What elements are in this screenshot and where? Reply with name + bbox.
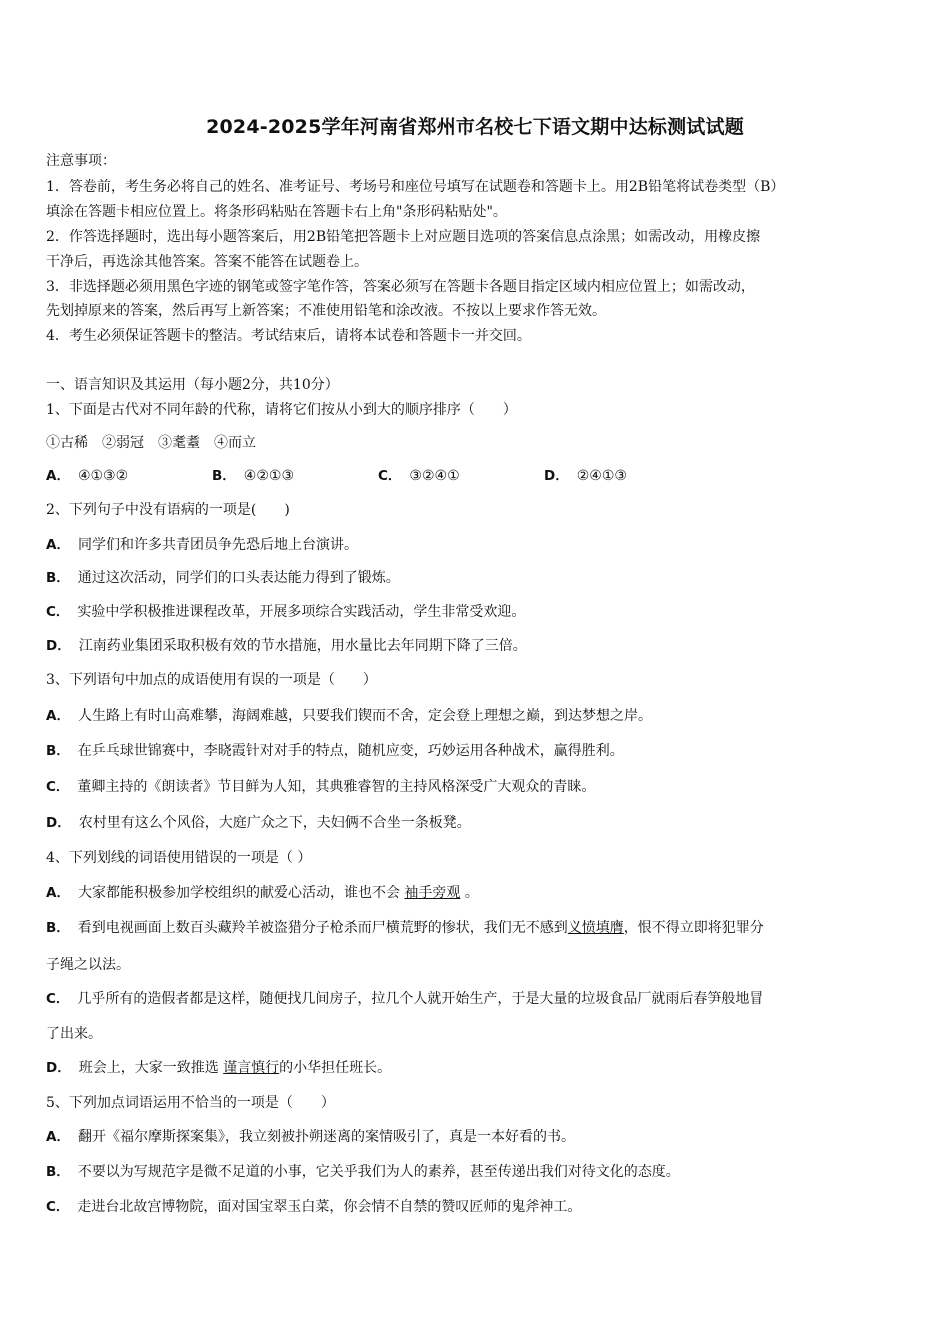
- question-5-option-b: B． 不要以为写规范字是微不足道的小事，它关乎我们为人的素养，甚至传递出我们对待文化的态度。: [46, 1164, 680, 1180]
- option-d: D． ②④①③: [544, 468, 627, 484]
- question-2-option-b: B． 通过这次活动，同学们的口头表达能力得到了锻炼。: [46, 570, 400, 586]
- underlined-term: 义愤填膺: [567, 920, 624, 936]
- question-5-stem: 5、下列加点词语运用不恰当的一项是（ ）: [46, 1095, 335, 1111]
- notice-line: 4．考生必须保证答题卡的整洁。考试结束后，请将本试卷和答题卡一并交回。: [46, 328, 531, 344]
- notice-line: 干净后，再选涂其他答案。答案不能答在试题卷上。: [46, 254, 368, 270]
- underlined-term: 谨言慎行: [223, 1060, 280, 1076]
- question-5-option-a: A． 翻开《福尔摩斯探案集》，我立刻被扑朔迷离的案情吸引了，真是一本好看的书。: [46, 1129, 575, 1145]
- question-4-option-b-continued: 子绳之以法。: [46, 957, 130, 973]
- question-2-option-c: C． 实验中学积极推进课程改革，开展多项综合实践活动，学生非常受欢迎。: [46, 604, 526, 620]
- question-1-items: ①古稀 ②弱冠 ③耄耋 ④而立: [46, 435, 256, 451]
- notice-line: 2．作答选择题时，选出每小题答案后，用2B铅笔把答题卡上对应题目选项的答案信息点涂黑；如需改动，用橡皮擦: [46, 229, 761, 245]
- question-1-stem: 1、下面是古代对不同年龄的代称，请将它们按从小到大的顺序排序（ ）: [46, 402, 517, 418]
- notice-line: 先划掉原来的答案，然后再写上新答案；不准使用铅笔和涂改液。不按以上要求作答无效。: [46, 303, 606, 319]
- question-4-option-c-continued: 了出来。: [46, 1026, 102, 1042]
- section-heading: 一、语言知识及其运用（每小题2分，共10分）: [46, 377, 339, 393]
- question-1-options: [46, 466, 746, 486]
- question-3-option-d: D． 农村里有这么个风俗，大庭广众之下，夫妇俩不合坐一条板凳。: [46, 815, 471, 831]
- option-b: B． ④②①③: [212, 468, 294, 484]
- option-a: A． ④①③②: [46, 468, 129, 484]
- notice-line: 3．非选择题必须用黑色字迹的钢笔或签字笔作答，答案必须写在答题卡各题目指定区域内相应位置上；如需改动，: [46, 279, 755, 295]
- notice-line: 填涂在答题卡相应位置上。将条形码粘贴在答题卡右上角"条形码粘贴处"。: [46, 204, 507, 220]
- question-4-option-b: B． 看到电视画面上数百头藏羚羊被盗猎分子枪杀而尸横荒野的惨状，我们无不感到义愤填膺，恨不得立即将犯罪分: [46, 920, 764, 936]
- page-title: 2024-2025学年河南省郑州市名校七下语文期中达标测试试题: [206, 116, 744, 138]
- notice-line: 1．答卷前，考生务必将自己的姓名、准考证号、考场号和座位号填写在试题卷和答题卡上。用2B铅笔将试卷类型（B）: [46, 179, 785, 195]
- notice-heading: 注意事项：: [46, 153, 116, 169]
- question-3-option-a: A． 人生路上有时山高难攀，海阔难越，只要我们锲而不舍，定会登上理想之巅，到达梦想之岸。: [46, 708, 652, 724]
- option-c: C． ③②④①: [378, 468, 460, 484]
- question-4-option-c: C． 几乎所有的造假者都是这样，随便找几间房子，拉几个人就开始生产，于是大量的垃圾食品厂就雨后春笋般地冒: [46, 991, 764, 1007]
- question-4-stem: 4、下列划线的词语使用错误的一项是（ ）: [46, 850, 312, 866]
- question-2-option-a: A． 同学们和许多共青团员争先恐后地上台演讲。: [46, 537, 358, 553]
- underlined-term: 袖手旁观: [404, 885, 461, 901]
- question-3-option-b: B． 在乒乓球世锦赛中，李晓霞针对对手的特点，随机应变，巧妙运用各种战术，赢得胜利。: [46, 743, 624, 759]
- question-4-option-d: D． 班会上，大家一致推选 谨言慎行的小华担任班长。: [46, 1060, 392, 1076]
- question-5-option-c: C． 走进台北故宫博物院，面对国宝翠玉白菜，你会情不自禁的赞叹匠师的鬼斧神工。: [46, 1199, 582, 1215]
- question-2-stem: 2、下列句子中没有语病的一项是( ): [46, 502, 290, 518]
- question-3-option-c: C． 董卿主持的《朗读者》节目鲜为人知，其典雅睿智的主持风格深受广大观众的青睐。: [46, 779, 596, 795]
- question-3-stem: 3、下列语句中加点的成语使用有误的一项是（ ）: [46, 672, 377, 688]
- question-2-option-d: D． 江南药业集团采取积极有效的节水措施，用水量比去年同期下降了三倍。: [46, 638, 527, 654]
- question-4-option-a: A． 大家都能积极参加学校组织的献爱心活动，谁也不会 袖手旁观 。: [46, 885, 479, 901]
